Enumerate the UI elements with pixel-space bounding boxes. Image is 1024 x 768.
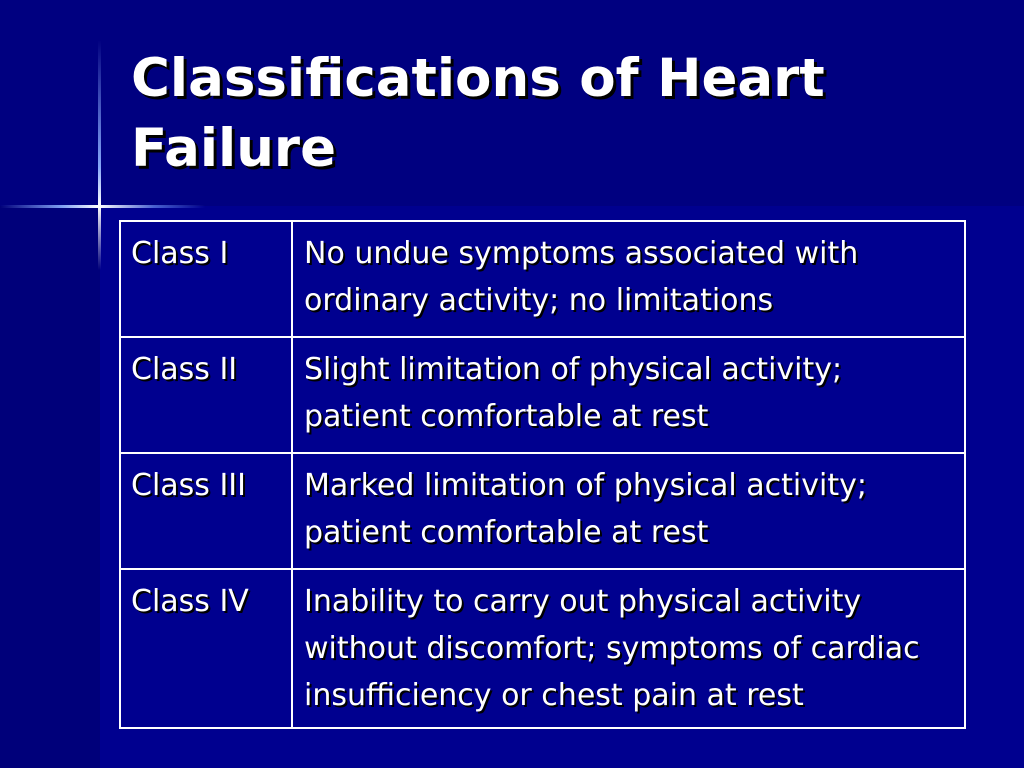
description-cell: Inability to carry out physical activity without discomfort; symptoms of cardiac insufficiency or chest pain at rest [292, 569, 965, 728]
table-row [120, 337, 965, 453]
table-row [120, 569, 965, 728]
description-cell: Marked limitation of physical activity; patient comfortable at rest [292, 453, 965, 569]
left-background-band [0, 206, 100, 768]
class-cell: Class III [120, 453, 292, 569]
class-cell: Class I [120, 221, 292, 337]
class-cell: Class II [120, 337, 292, 453]
description-cell: No undue symptoms associated with ordinary activity; no limitations [292, 221, 965, 337]
slide-title: Classifications of Heart Failure [131, 48, 825, 179]
description-cell: Slight limitation of physical activity; patient comfortable at rest [292, 337, 965, 453]
decorative-horizontal-line [0, 205, 205, 208]
table-row [120, 453, 965, 569]
decorative-vertical-line [98, 40, 101, 270]
table-row [120, 221, 965, 337]
class-cell: Class IV [120, 569, 292, 728]
heart-failure-classification-table [119, 220, 966, 729]
